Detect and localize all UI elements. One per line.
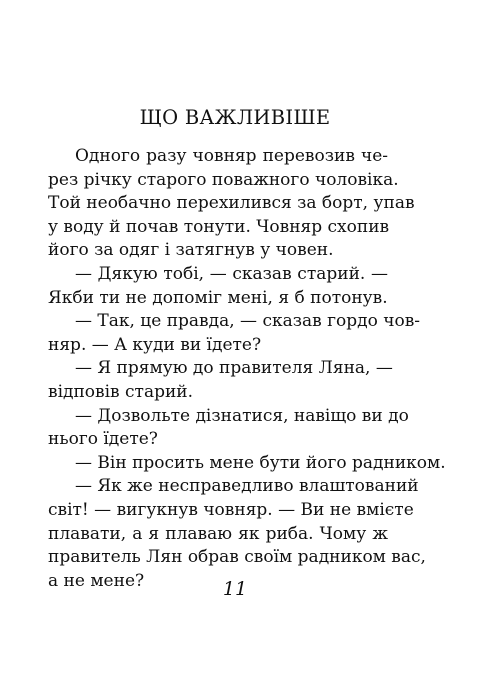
text-line: правитель Лян обрав своїм радником вас, <box>48 547 426 568</box>
text-line: — Він просить мене бути його радником. <box>75 452 446 473</box>
text-line: плавати, а я плаваю як риба. Чому ж <box>48 523 388 544</box>
text-line: рез річку старого поважного чоловіка. <box>48 169 399 190</box>
text-line: його за одяг і затягнув у човен. <box>48 240 334 261</box>
text-line: — Так, це правда, — сказав гордо чов- <box>75 311 421 332</box>
text-line: Одного разу човняр перевозив че- <box>75 146 388 166</box>
text-line: світ! — вигукнув човняр. — Ви не вмієте <box>48 499 414 520</box>
text-line: відповів старий. <box>48 381 194 402</box>
text-line: у воду й почав тонути. Човняр схопив <box>48 216 390 237</box>
page-number: 11 <box>222 578 248 600</box>
text-line: — Як же несправедливо влаштований <box>75 476 419 497</box>
text-line: — Я прямую до правителя Ляна, — <box>75 358 393 379</box>
text-line: Той необачно перехилився за борт, упав <box>48 193 415 214</box>
text-line: нього їдете? <box>48 429 158 450</box>
story-text <box>48 145 446 593</box>
text-line: а не мене? <box>48 570 145 591</box>
text-line: Якби ти не допоміг мені, я б потонув. <box>48 287 388 308</box>
text-line: — Дякую тобі, — сказав старий. — <box>75 263 388 284</box>
story-title: ЩО ВАЖЛИВІШЕ <box>139 106 331 129</box>
text-line: — Дозвольте дізнатися, навіщо ви до <box>75 405 409 426</box>
text-line: няр. — А куди ви їдете? <box>48 334 262 355</box>
